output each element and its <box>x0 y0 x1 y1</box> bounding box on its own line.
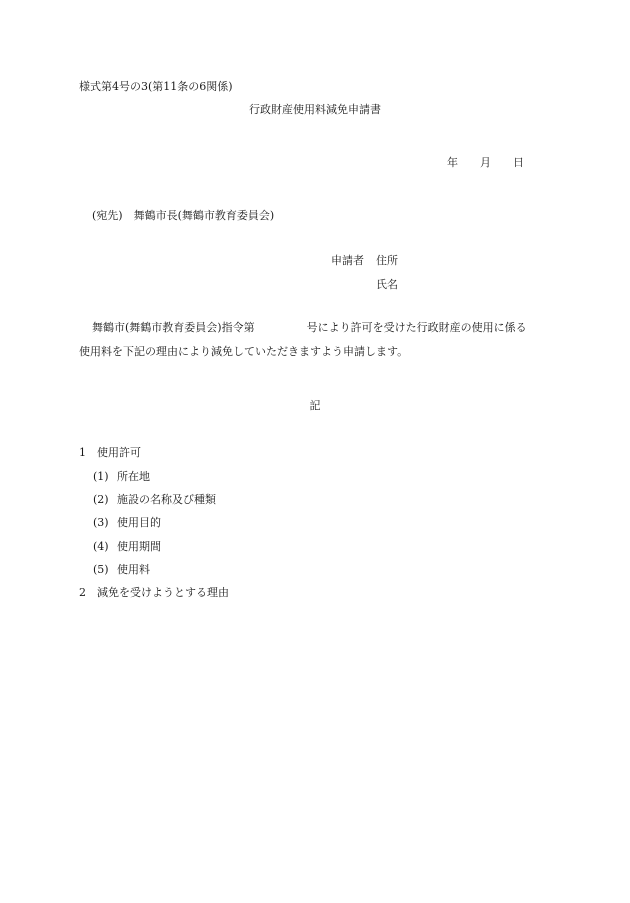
sub-item-number: (5) <box>93 563 109 576</box>
list-item-1 <box>79 445 141 461</box>
list-item-number: 1 <box>79 446 86 459</box>
sub-item-1 <box>93 469 150 485</box>
document-title: 行政財産使用料減免申請書 <box>249 103 381 116</box>
body-text-line2: 使用料を下記の理由により減免していただきますよう申請します。 <box>79 345 409 358</box>
year-label: 年 <box>447 156 458 169</box>
sub-item-3 <box>93 515 161 531</box>
addressee: (宛先) 舞鶴市長(舞鶴市教育委員会) <box>92 209 275 222</box>
sub-item-label: 使用期間 <box>117 540 161 553</box>
sub-item-label: 施設の名称及び種類 <box>117 493 216 506</box>
applicant-address-label: 住所 <box>376 254 398 267</box>
sub-item-4 <box>93 539 161 555</box>
sub-item-label: 使用料 <box>117 563 150 576</box>
day-label: 日 <box>513 156 524 169</box>
sub-item-label: 所在地 <box>117 470 150 483</box>
list-item-number: 2 <box>79 586 86 599</box>
body-text-line1 <box>92 320 527 336</box>
list-item-label: 減免を受けようとする理由 <box>97 586 229 599</box>
sub-item-5 <box>93 562 150 578</box>
body-text-after-blank: 号により許可を受けた行政財産の使用に係る <box>306 321 527 334</box>
body-text-before-blank: 舞鶴市(舞鶴市教育委員会)指令第 <box>92 321 255 334</box>
sub-item-number: (1) <box>93 470 109 483</box>
applicant-name-label: 氏名 <box>376 278 398 291</box>
month-label: 月 <box>480 156 491 169</box>
sub-item-number: (2) <box>93 493 109 506</box>
list-item-2 <box>79 585 229 601</box>
form-number: 様式第4号の3(第11条の6関係) <box>79 80 233 93</box>
applicant-label: 申請者 <box>331 254 364 267</box>
sub-item-label: 使用目的 <box>117 516 161 529</box>
list-item-label: 使用許可 <box>97 446 141 459</box>
ki-heading: 記 <box>309 399 321 412</box>
sub-item-number: (4) <box>93 540 109 553</box>
sub-item-number: (3) <box>93 516 109 529</box>
sub-item-2 <box>93 492 216 508</box>
date-line <box>447 155 524 171</box>
